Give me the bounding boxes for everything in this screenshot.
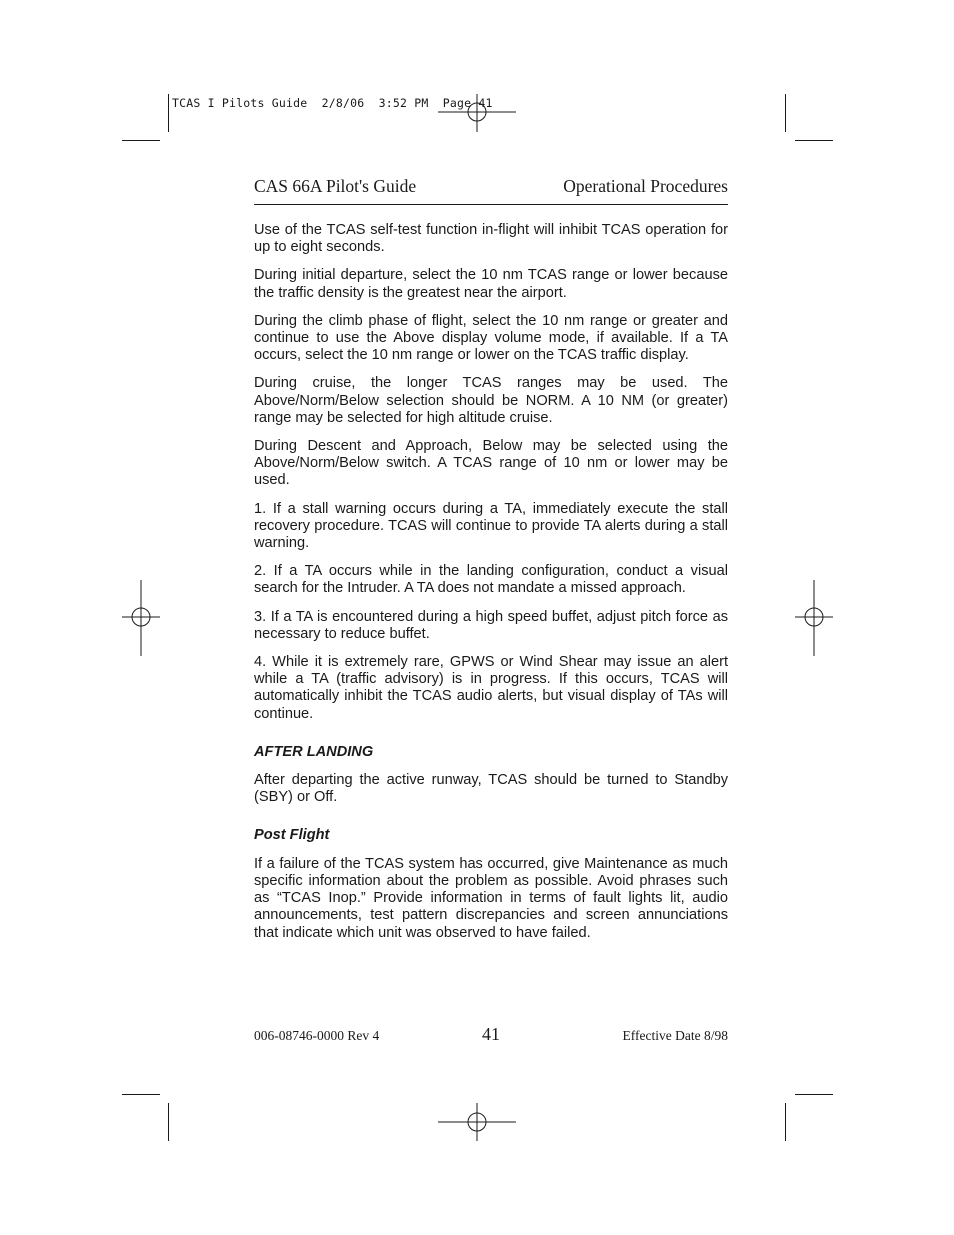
registration-mark-left-icon [122,580,160,656]
section-heading-post-flight: Post Flight [254,827,330,844]
crop-mark [122,140,160,141]
paragraph: During the climb phase of flight, select the 10 nm range or greater and continue to use the Above display volume mode, if available. If a TA occurs, select the 10 nm range or lower on the TCAS traffic display. [254,312,728,364]
paragraph: Use of the TCAS self-test function in-flight will inhibit TCAS operation for up to eight seconds. [254,222,728,256]
crop-mark [168,94,169,132]
paragraph: During initial departure, select the 10 nm TCAS range or lower because the traffic density is the greatest near the airport. [254,267,728,301]
crop-mark [785,1103,786,1141]
list-item: 2. If a TA occurs while in the landing configuration, conduct a visual search for the Intruder. A TA does not mandate a missed approach. [254,563,728,597]
document-number: 006-08746-0000 Rev 4 [254,1028,380,1043]
list-item: 4. While it is extremely rare, GPWS or Wind Shear may issue an alert while a TA (traffic advisory) is in progress. If this occurs, TCAS will automatically inhibit the TCAS audio alerts, but visual display of TAs will continue. [254,654,728,722]
page-number: 41 [482,1024,500,1044]
registration-mark-top-icon [438,94,516,132]
paragraph: During cruise, the longer TCAS ranges may be used. The Above/Norm/Below selection should be NORM. A 10 NM (or greater) range may be selected for high altitude cruise. [254,375,728,426]
list-item: 3. If a TA is encountered during a high speed buffet, adjust pitch force as necessary to reduce buffet. [254,608,728,642]
list-item: 1. If a stall warning occurs during a TA, immediately execute the stall recovery procedure. TCAS will continue to provide TA alerts during a stall warning. [254,500,728,552]
running-header [254,176,728,205]
page-footer [254,1024,728,1048]
crop-mark [795,140,833,141]
registration-mark-right-icon [795,580,833,656]
page-body [254,222,728,953]
paragraph: After departing the active runway, TCAS should be turned to Standby (SBY) or Off. [254,772,728,806]
section-heading-after-landing: AFTER LANDING [254,743,374,760]
effective-date: Effective Date 8/98 [622,1028,728,1043]
header-guide-title: CAS 66A Pilot's Guide [254,176,417,196]
crop-mark [168,1103,169,1141]
registration-mark-bottom-icon [438,1103,516,1141]
paragraph: If a failure of the TCAS system has occurred, give Maintenance as much specific information about the problem as possible. Avoid phrases such as “TCAS Inop.” Provide information in terms of fault lights lit, audio announcements, test pattern discrepancies and screen annunciations that indicate which unit was observed to have failed. [254,855,728,941]
printer-slug: TCAS I Pilots Guide 2/8/06 3:52 PM Page 41 [172,96,493,110]
crop-mark [795,1094,833,1095]
crop-mark [122,1094,160,1095]
header-section-title: Operational Procedures [563,176,728,196]
paragraph: During Descent and Approach, Below may be selected using the Above/Norm/Below switch. A TCAS range of 10 nm or lower may be used. [254,438,728,489]
crop-mark [785,94,786,132]
